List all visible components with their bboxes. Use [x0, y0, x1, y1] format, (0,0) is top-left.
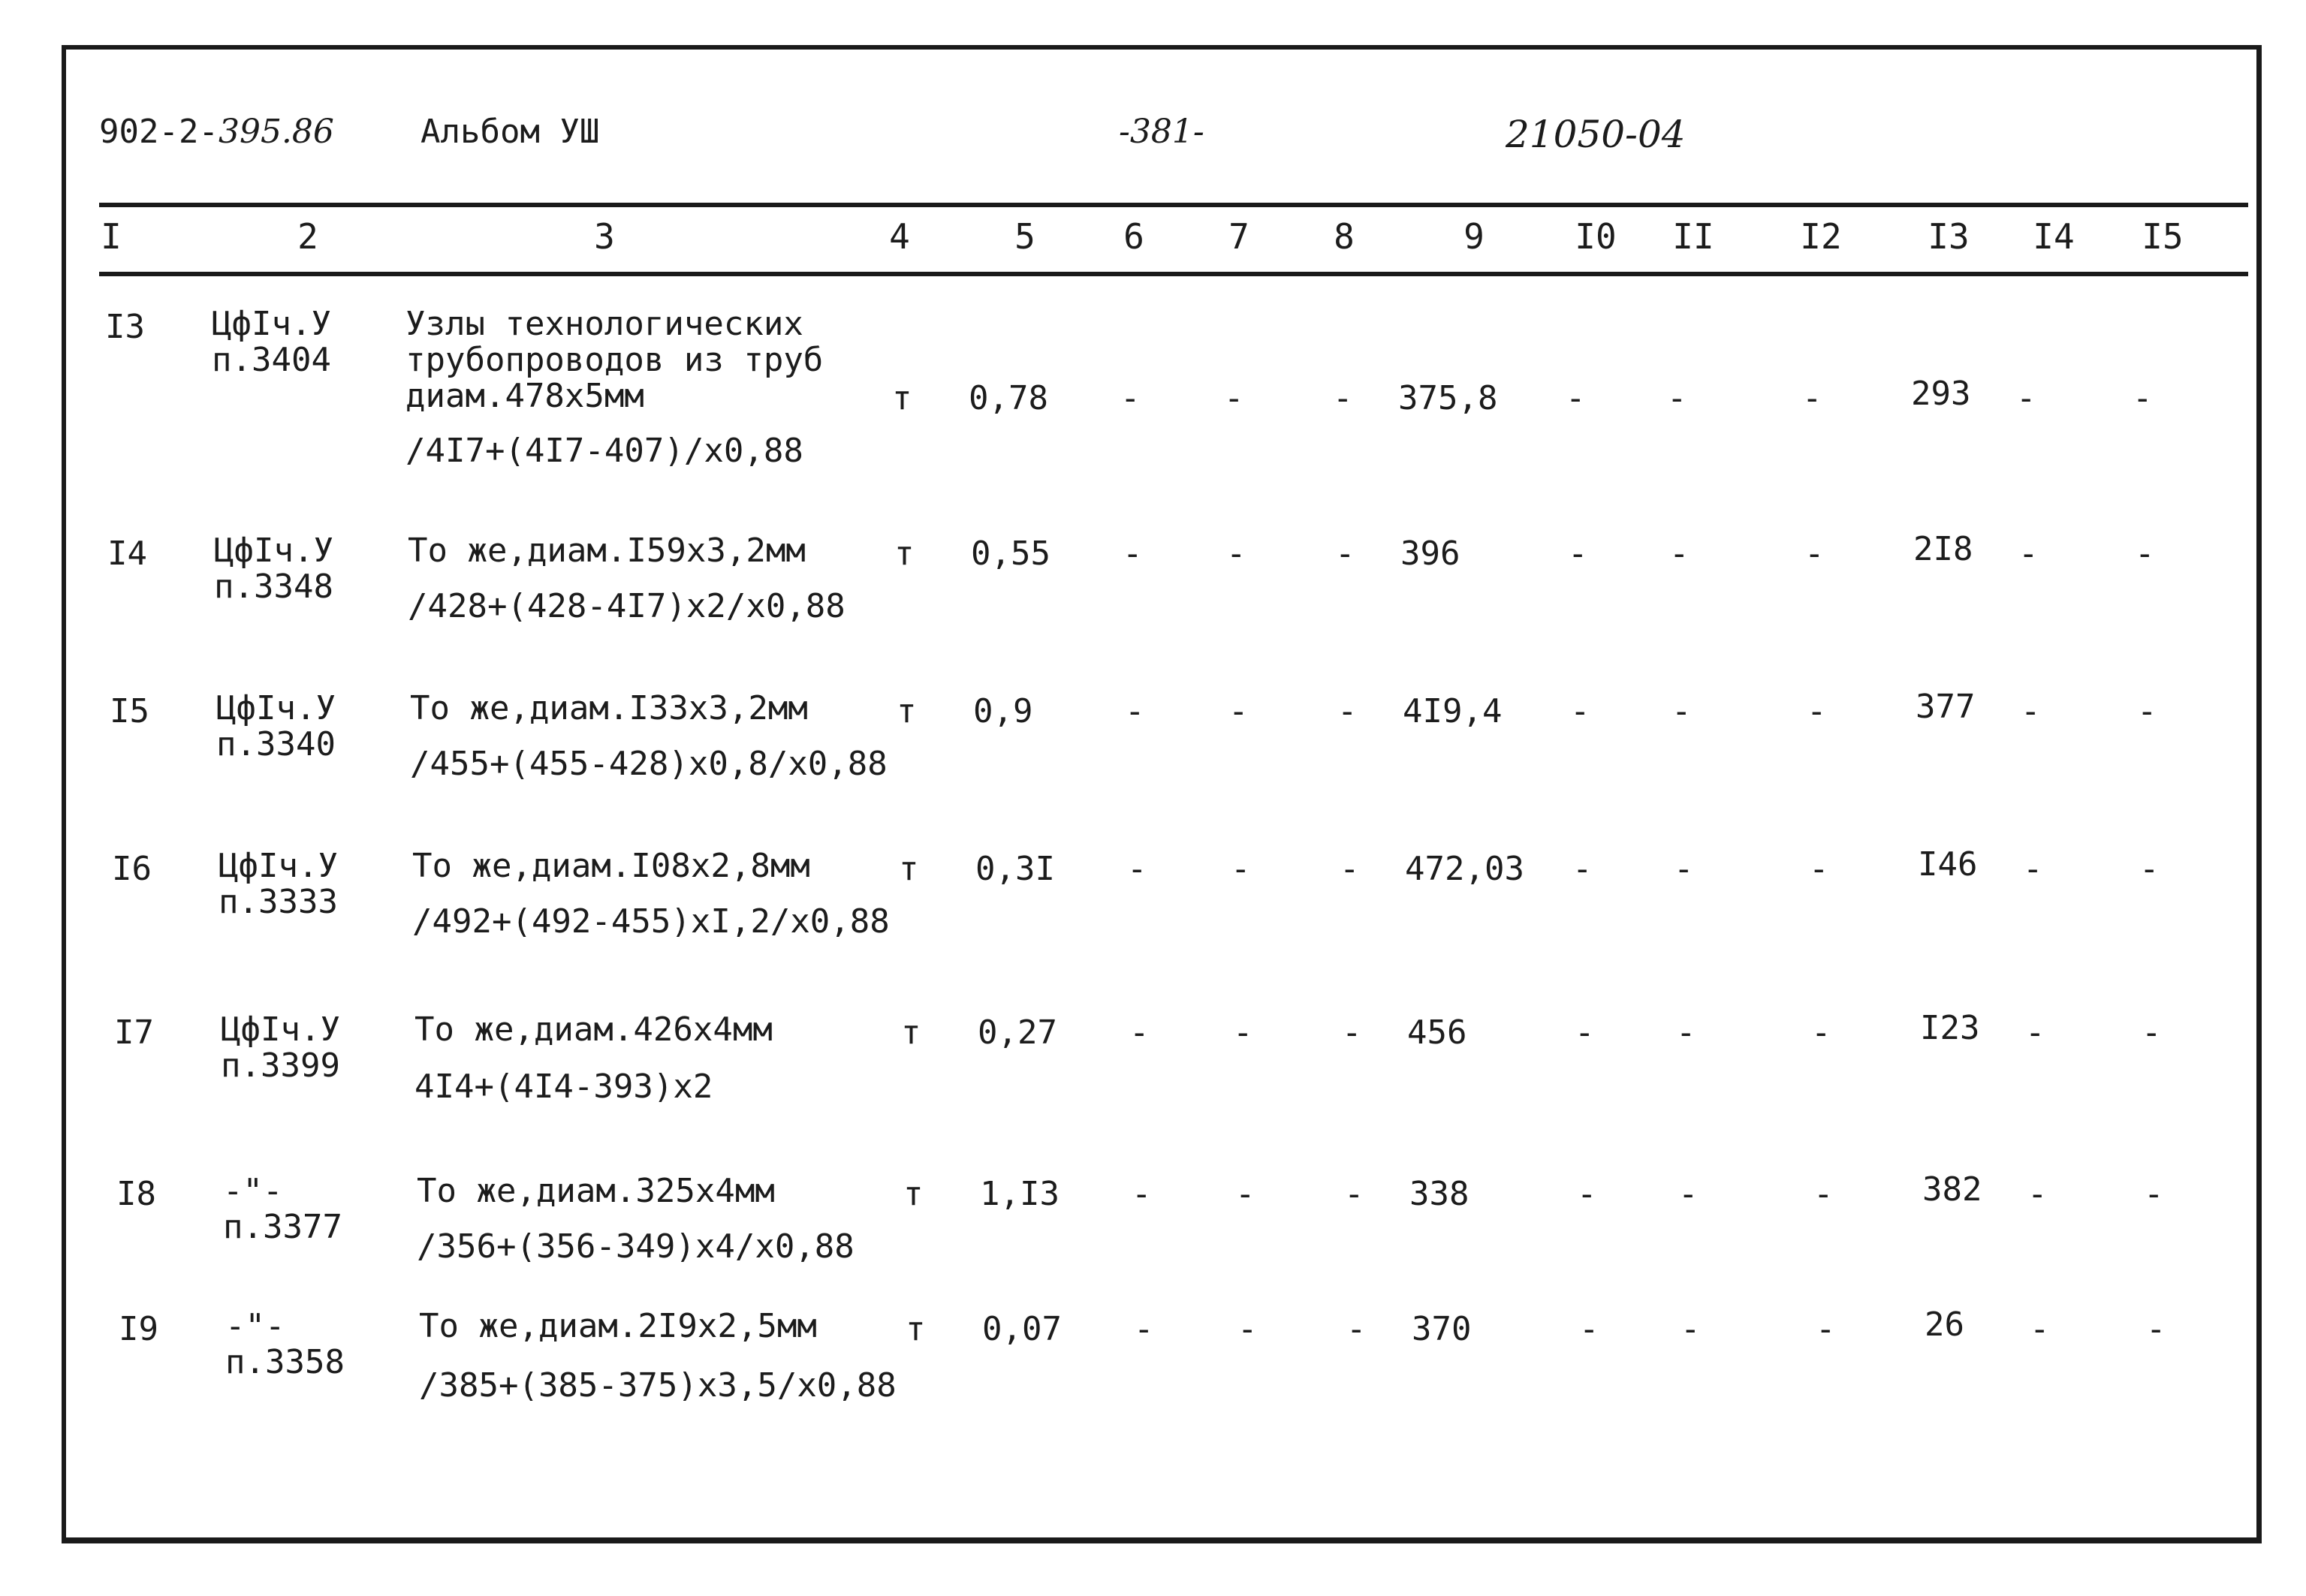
price-formula: /356+(356-349)х4/х0,88: [417, 1227, 855, 1266]
unit-of-measure: т: [899, 850, 919, 888]
price-formula: /4I7+(4I7-407)/х0,88: [405, 432, 803, 470]
column-header: 9: [1463, 216, 1485, 257]
value-col-12: -: [1816, 1310, 1836, 1348]
value-col-11: -: [1674, 850, 1694, 888]
unit-of-measure: т: [897, 692, 917, 730]
value-col-10: -: [1579, 1310, 1599, 1348]
value-col-14: -: [2025, 1013, 2045, 1052]
value-col-15: -: [2144, 1175, 2164, 1213]
value-col-7: -: [1235, 1175, 1255, 1213]
header-bottom-rule: [99, 272, 2248, 276]
value-col-13: 382: [1922, 1170, 1982, 1209]
value-col-7: -: [1226, 535, 1246, 573]
row-number: I8: [116, 1175, 156, 1213]
value-col-6: -: [1129, 1013, 1150, 1052]
value-col-5: 0,9: [973, 692, 1033, 730]
value-col-8: -: [1333, 379, 1353, 417]
price-formula: 4I4+(4I4-393)х2: [414, 1068, 713, 1106]
value-col-10: -: [1568, 535, 1588, 573]
value-col-14: -: [2030, 1310, 2050, 1348]
reference-code: -"-: [225, 1307, 285, 1345]
row-number: I4: [107, 535, 147, 573]
value-col-15: -: [2137, 692, 2157, 730]
column-header: I0: [1575, 216, 1617, 257]
value-col-7: -: [1228, 692, 1249, 730]
value-col-13: 293: [1911, 375, 1971, 413]
column-header: II: [1672, 216, 1714, 257]
value-col-8: -: [1337, 692, 1358, 730]
description-line: То же,диам.I08х2,8мм: [412, 847, 810, 885]
value-col-5: 0,55: [971, 535, 1051, 573]
album-title: Альбом УШ: [421, 113, 600, 151]
value-col-6: -: [1125, 692, 1145, 730]
value-col-8: -: [1344, 1175, 1364, 1213]
description-line: То же,диам.I59х3,2мм: [408, 531, 806, 570]
value-col-13: 377: [1916, 688, 1976, 726]
reference-code: ЦфIч.У: [212, 305, 331, 343]
column-header: I3: [1928, 216, 1970, 257]
reference-item: п.3340: [216, 725, 336, 763]
price-formula: /428+(428-4I7)х2/х0,88: [408, 587, 846, 625]
column-header: 2: [297, 216, 318, 257]
description-line: То же,диам.2I9х2,5мм: [419, 1307, 817, 1345]
value-col-11: -: [1678, 1175, 1699, 1213]
row-number: I6: [112, 850, 152, 888]
reference-code: ЦфIч.У: [214, 531, 333, 570]
value-col-13: 26: [1925, 1305, 1964, 1344]
column-header: I2: [1800, 216, 1842, 257]
value-col-11: -: [1667, 379, 1687, 417]
value-col-8: -: [1340, 850, 1360, 888]
description-line: То же,диам.325х4мм: [417, 1172, 775, 1210]
page-number: -381-: [1119, 113, 1204, 151]
value-col-10: -: [1570, 692, 1590, 730]
price-formula: /492+(492-455)хI,2/х0,88: [412, 902, 890, 941]
value-col-11: -: [1669, 535, 1690, 573]
value-col-9: 338: [1409, 1175, 1470, 1213]
value-col-9: 370: [1412, 1310, 1472, 1348]
value-col-10: -: [1566, 379, 1586, 417]
value-col-5: 0,07: [982, 1310, 1062, 1348]
value-col-5: 0,78: [969, 379, 1048, 417]
value-col-8: -: [1335, 535, 1355, 573]
project-code: [99, 113, 334, 151]
value-col-6: -: [1127, 850, 1147, 888]
column-header: 6: [1123, 216, 1144, 257]
column-header: 4: [889, 216, 910, 257]
price-formula: /385+(385-375)х3,5/х0,88: [419, 1366, 897, 1405]
value-col-7: -: [1224, 379, 1244, 417]
value-col-15: -: [2135, 535, 2155, 573]
value-col-12: -: [1802, 379, 1822, 417]
value-col-15: -: [2133, 379, 2153, 417]
unit-of-measure: т: [892, 379, 912, 417]
value-col-6: -: [1132, 1175, 1152, 1213]
value-col-13: I46: [1918, 845, 1978, 884]
unit-of-measure: т: [903, 1175, 924, 1213]
value-col-7: -: [1231, 850, 1251, 888]
row-number: I5: [110, 692, 149, 730]
value-col-9: 472,03: [1405, 850, 1524, 888]
reference-code: -"-: [223, 1172, 283, 1210]
value-col-10: -: [1572, 850, 1593, 888]
reference-item: п.3348: [214, 568, 333, 606]
description-line: То же,диам.I33х3,2мм: [410, 689, 808, 727]
value-col-6: -: [1123, 535, 1143, 573]
value-col-11: -: [1671, 692, 1692, 730]
column-header: 5: [1014, 216, 1035, 257]
value-col-14: -: [2023, 850, 2043, 888]
value-col-9: 375,8: [1398, 379, 1498, 417]
project-code-prefix: 902-2-: [99, 113, 219, 151]
reference-code: ЦфIч.У: [219, 847, 338, 885]
value-col-12: -: [1809, 850, 1829, 888]
column-header: I: [101, 216, 122, 257]
value-col-7: -: [1237, 1310, 1258, 1348]
reference-item: п.3333: [219, 883, 338, 921]
description-line: Узлы технологических: [405, 305, 803, 343]
description-line: диам.478х5мм: [405, 377, 644, 415]
unit-of-measure: т: [901, 1013, 921, 1052]
value-col-10: -: [1577, 1175, 1597, 1213]
value-col-12: -: [1807, 692, 1827, 730]
value-col-9: 4I9,4: [1403, 692, 1503, 730]
document-code: 21050-04: [1506, 113, 1686, 156]
row-number: I9: [119, 1310, 158, 1348]
description-line: То же,диам.426х4мм: [414, 1010, 773, 1049]
value-col-12: -: [1813, 1175, 1834, 1213]
unit-of-measure: т: [906, 1310, 926, 1348]
value-col-15: -: [2142, 1013, 2162, 1052]
value-col-13: I23: [1920, 1009, 1980, 1047]
value-col-6: -: [1120, 379, 1141, 417]
value-col-15: -: [2139, 850, 2160, 888]
column-header: 8: [1334, 216, 1355, 257]
value-col-12: -: [1804, 535, 1825, 573]
value-col-9: 396: [1400, 535, 1460, 573]
column-header: I4: [2033, 216, 2075, 257]
price-formula: /455+(455-428)х0,8/х0,88: [410, 745, 888, 783]
value-col-14: -: [2018, 535, 2039, 573]
reference-item: п.3399: [221, 1046, 340, 1085]
project-code-suffix: 395.86: [218, 113, 334, 151]
value-col-5: 1,I3: [980, 1175, 1060, 1213]
column-header: I5: [2142, 216, 2184, 257]
value-col-13: 2I8: [1913, 530, 1973, 568]
value-col-8: -: [1346, 1310, 1367, 1348]
reference-item: п.3377: [223, 1208, 342, 1246]
header-top-rule: [99, 203, 2248, 207]
value-col-10: -: [1575, 1013, 1595, 1052]
reference-code: ЦфIч.У: [216, 689, 336, 727]
value-col-11: -: [1676, 1013, 1696, 1052]
value-col-14: -: [2027, 1175, 2048, 1213]
value-col-9: 456: [1407, 1013, 1467, 1052]
value-col-6: -: [1134, 1310, 1154, 1348]
description-line: трубопроводов из труб: [405, 341, 824, 379]
value-col-14: -: [2016, 379, 2036, 417]
value-col-8: -: [1342, 1013, 1362, 1052]
value-col-5: 0,27: [978, 1013, 1057, 1052]
value-col-5: 0,3I: [975, 850, 1055, 888]
column-header: 3: [594, 216, 615, 257]
reference-item: п.3404: [212, 341, 331, 379]
row-number: I7: [114, 1013, 154, 1052]
value-col-11: -: [1681, 1310, 1701, 1348]
reference-item: п.3358: [225, 1343, 345, 1381]
value-col-14: -: [2021, 692, 2041, 730]
value-col-15: -: [2146, 1310, 2166, 1348]
row-number: I3: [105, 308, 145, 346]
value-col-7: -: [1233, 1013, 1253, 1052]
column-header: 7: [1228, 216, 1249, 257]
value-col-12: -: [1811, 1013, 1831, 1052]
unit-of-measure: т: [894, 535, 915, 573]
reference-code: ЦфIч.У: [221, 1010, 340, 1049]
